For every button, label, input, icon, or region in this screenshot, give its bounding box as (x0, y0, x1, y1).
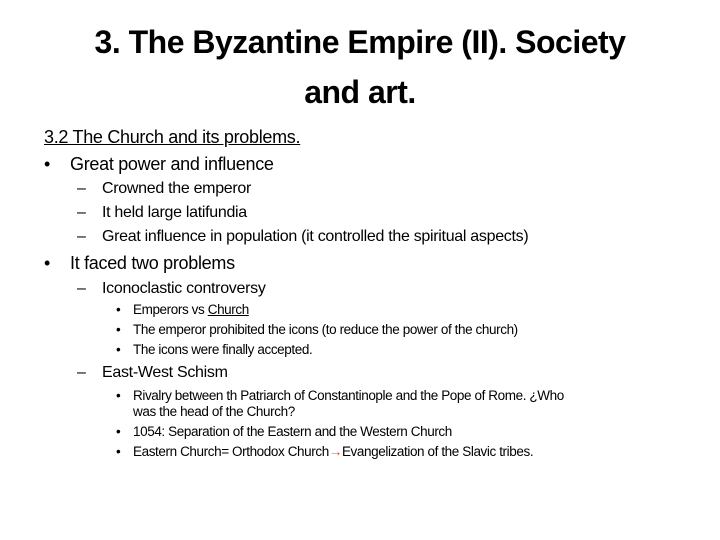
item-iconoclastic: Iconoclastic controversy (102, 280, 266, 297)
item-1054: 1054: Separation of the Eastern and the Western Church (133, 424, 452, 439)
bullet-great-power: Great power and influence (70, 154, 274, 174)
item-crowned: Crowned the emperor (102, 180, 252, 197)
text: Eastern Church= Orthodox Church (133, 444, 329, 459)
item-rivalry-line2: was the head of the Church? (133, 404, 295, 419)
dash-marker: – (77, 364, 86, 381)
slide-title-line1: 3. The Byzantine Empire (II). Society (94, 24, 626, 60)
bullet-marker: • (116, 322, 121, 337)
dash-marker: – (77, 280, 86, 297)
item-emperors-vs-church (133, 302, 249, 317)
section-heading: 3.2 The Church and its problems. (44, 127, 301, 147)
item-prohibited: The emperor prohibited the icons (to reduce the power of the church) (133, 322, 518, 337)
bullet-marker: • (116, 424, 121, 439)
bullet-marker: • (116, 302, 121, 317)
dash-marker: – (77, 228, 86, 245)
dash-marker: – (77, 204, 86, 221)
arrow-right-icon: → (328, 444, 342, 459)
dash-marker: – (77, 180, 86, 197)
item-rivalry-line1: Rivalry between th Patriarch of Constantinople and the Pope of Rome. ¿Who (133, 388, 564, 403)
item-latifundia: It held large latifundia (102, 204, 247, 221)
item-schism: East-West Schism (102, 364, 228, 381)
bullet-marker: • (44, 253, 51, 273)
text: Emperors vs (133, 302, 208, 317)
underlined-church: Church (207, 302, 249, 317)
bullet-marker: • (116, 444, 121, 459)
bullet-marker: • (116, 388, 121, 403)
slide-title-line2: and art. (304, 74, 416, 110)
bullet-marker: • (44, 154, 51, 174)
bullet-marker: • (116, 342, 121, 357)
bullet-two-problems: It faced two problems (70, 253, 235, 273)
text: Evangelization of the Slavic tribes. (341, 444, 534, 459)
item-eastern-church (133, 444, 533, 459)
item-accepted: The icons were finally accepted. (133, 342, 313, 357)
item-influence: Great influence in population (it controlled the spiritual aspects) (102, 228, 529, 245)
